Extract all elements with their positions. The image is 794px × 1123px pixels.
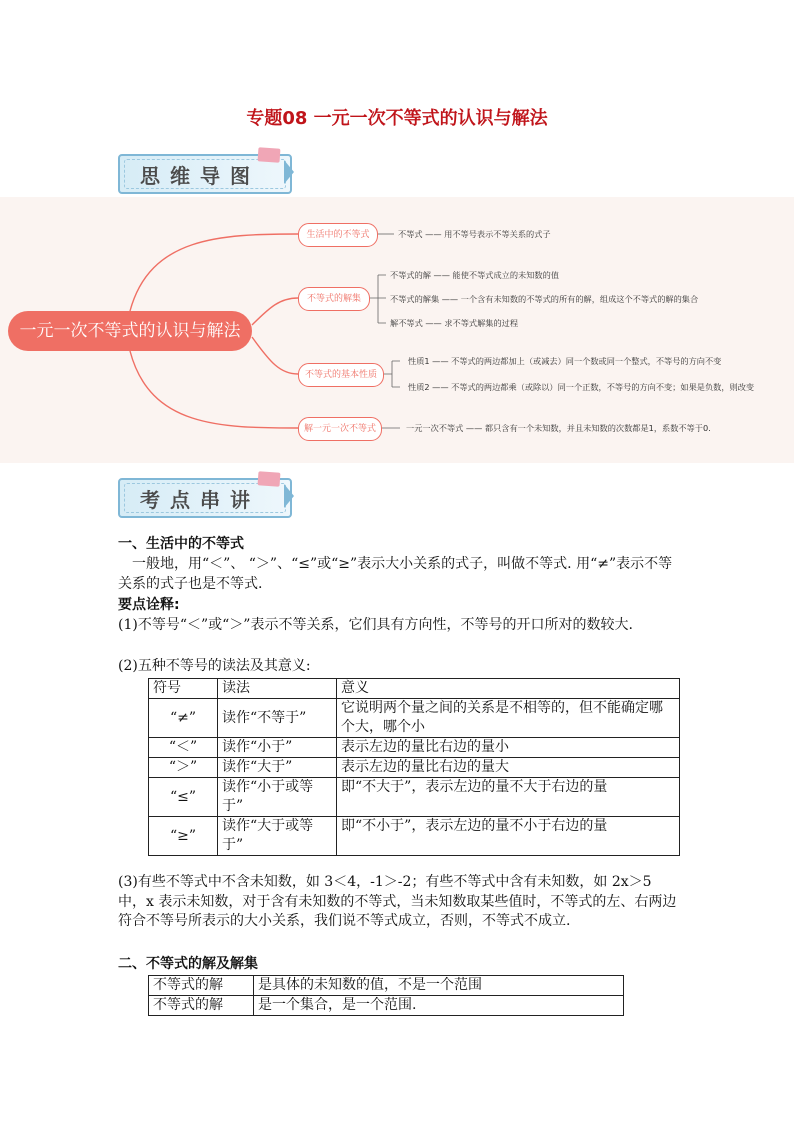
note-3: (3)有些不等式中不含未知数，如 3＜4，-1＞-2；有些不等式中含有未知数，如 2x＞5 中，x 表示未知数，对于含有未知数的不等式，当未知数取某些值时，不等式的左、右两边符合不等号所表示的大小关系，我们说不等式成立，否则，不等式不成立. (118, 874, 677, 929)
section1-heading: 一、生活中的不等式 (118, 536, 244, 552)
leaf-property-2: 性质2 —— 不等式的两边都乘（或除以）同一个正数，不等号的方向不变；如果是负数，则改变 (408, 382, 755, 392)
table-row: “≤” 读作“小于或等于” 即“不大于”，表示左边的量不大于右边的量 (149, 778, 680, 817)
mind-map (0, 197, 794, 463)
mindmap-banner: 思维导图 (118, 150, 294, 194)
table-header-row (149, 679, 680, 699)
branch-solution-set: 不等式的解集 (298, 287, 370, 311)
clip-icon (258, 147, 281, 163)
leaf-solution-set: 不等式的解集 —— 一个含有未知数的不等式的所有的解，组成这个不等式的解的集合 (390, 294, 699, 304)
leaf-linear-def: 一元一次不等式 —— 都只含有一个未知数，并且未知数的次数都是1，系数不等于0. (406, 423, 711, 433)
section2-heading: 二、不等式的解及解集 (118, 956, 258, 972)
branch-basic-properties: 不等式的基本性质 (298, 363, 384, 387)
branch-solve-linear: 解一元一次不等式 (298, 417, 382, 441)
table-header: 意义 (337, 679, 680, 699)
points-banner: 考点串讲 (118, 474, 294, 518)
table-row: “≥” 读作“大于或等于” 即“不小于”，表示左边的量不小于右边的量 (149, 817, 680, 856)
solution-table (148, 975, 624, 1016)
mind-map-root: 一元一次不等式的认识与解法 (8, 311, 252, 351)
table-header: 读法 (218, 679, 337, 699)
note-2: (2)五种不等号的读法及其意义: (118, 658, 311, 674)
table-row: 不等式的解 是具体的未知数的值，不是一个范围 (149, 976, 624, 996)
table-row: “＜” 读作“小于” 表示左边的量比右边的量小 (149, 738, 680, 758)
table-row: “≠” 读作“不等于” 它说明两个量之间的关系是不相等的，但不能确定哪个大，哪个小 (149, 699, 680, 738)
note-heading: 要点诠释: (118, 597, 180, 613)
clip-icon (258, 471, 281, 487)
page-title: 专题08 一元一次不等式的认识与解法 (246, 108, 548, 129)
section1-para1: 一般地，用“＜”、 “＞”、“≤”或“≥”表示大小关系的式子，叫做不等式. 用“≠”表示不等关系的式子也是不等式. (118, 556, 673, 592)
table-row: “＞” 读作“大于” 表示左边的量比右边的量大 (149, 758, 680, 778)
note-1: (1)不等号“＜”或“＞”表示不等关系，它们具有方向性，不等号的开口所对的数较大. (118, 617, 633, 633)
branch-life-inequality: 生活中的不等式 (298, 223, 378, 247)
table-header: 符号 (149, 679, 218, 699)
leaf-solve: 解不等式 —— 求不等式解集的过程 (390, 318, 519, 328)
table-row: 不等式的解 是一个集合，是一个范围. (149, 996, 624, 1016)
leaf-solution: 不等式的解 —— 能使不等式成立的未知数的值 (390, 270, 559, 280)
leaf-property-1: 性质1 —— 不等式的两边都加上（或减去）同一个数或同一个整式，不等号的方向不变 (408, 356, 722, 366)
leaf-inequality-def: 不等式 —— 用不等号表示不等关系的式子 (398, 229, 551, 239)
inequality-symbols-table (148, 678, 680, 856)
